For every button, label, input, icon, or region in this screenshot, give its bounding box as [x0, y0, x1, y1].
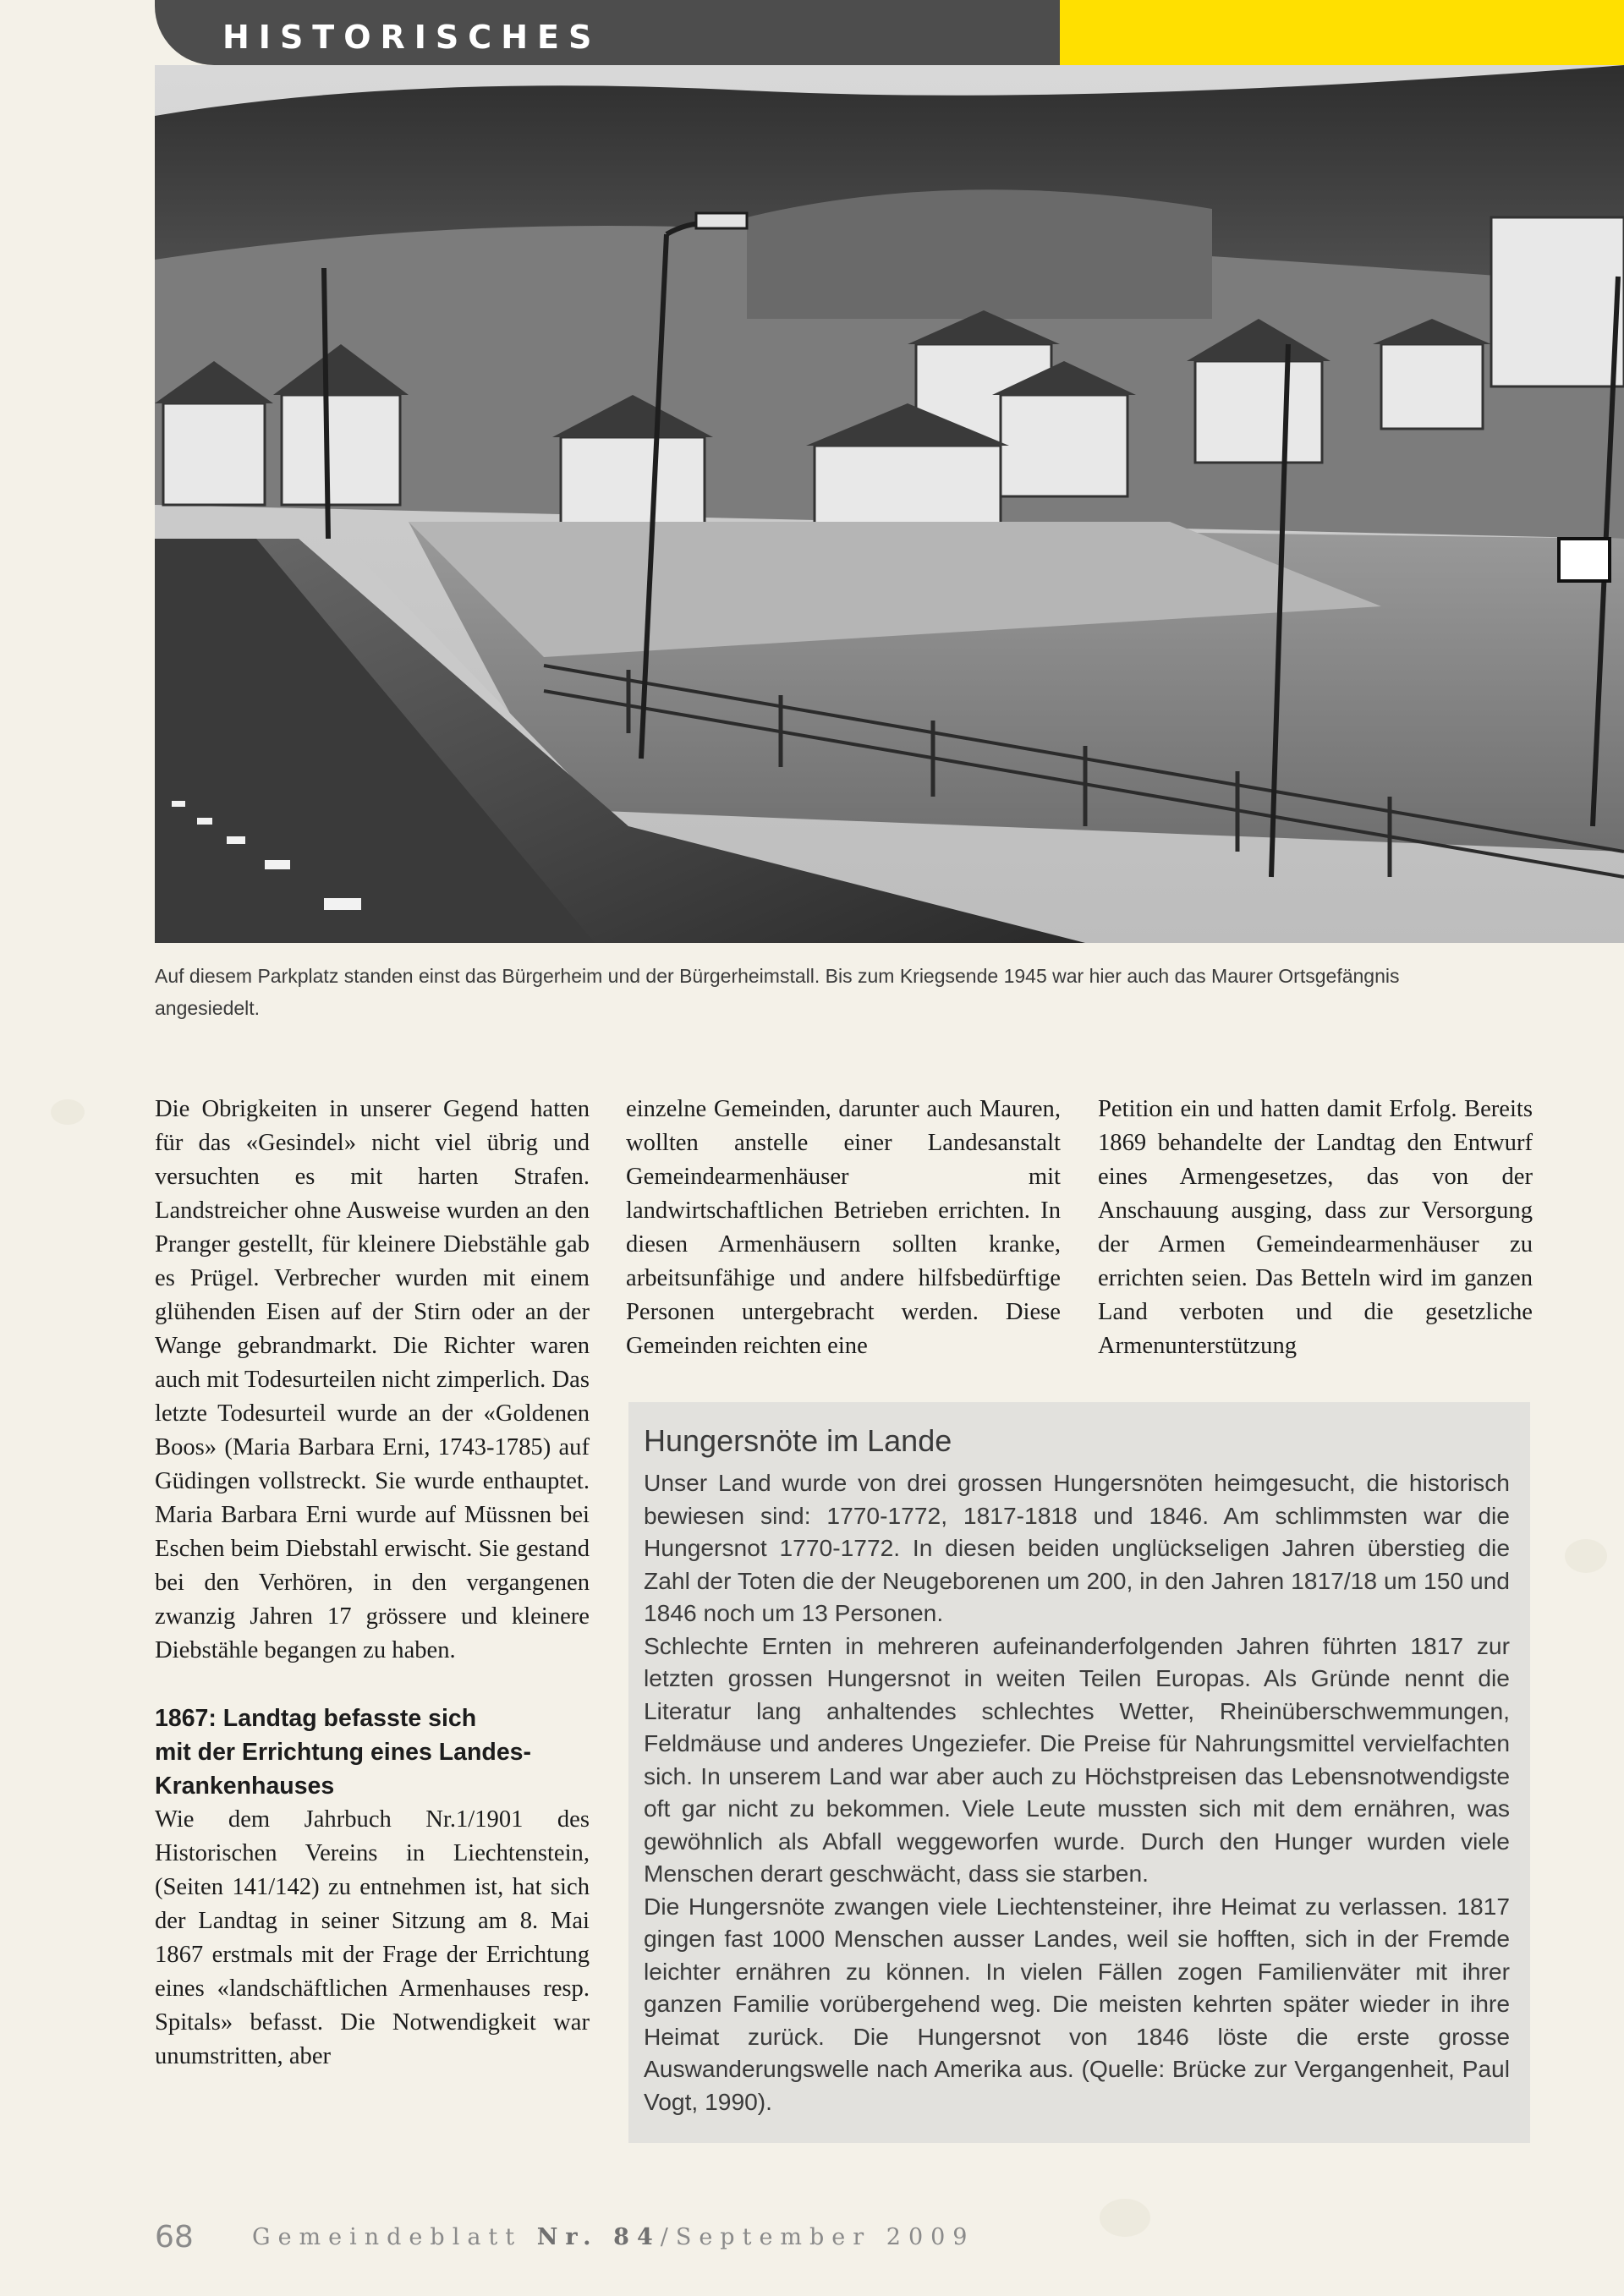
- section-header: [155, 0, 1060, 65]
- article-subheading: [155, 1701, 590, 1803]
- box-paragraph: Unser Land wurde von drei grossen Hungersnöten heimgesucht, die historisch bewiesen sind: 1770-1772, 1817-1818 und 1846. Am schlimmsten war die Hungersnot 1770-1772. In diesen beiden unglückseligen Jahren überstieg die Zahl der Toten die der Neugeborenen um 200, in den Jahren 1817/18 um 150 und 1846 noch um 13 Personen.: [644, 1469, 1510, 1626]
- header-accent-bar: [1060, 0, 1624, 65]
- article-paragraph: Petition ein und hatten damit Erfolg. Bereits 1869 behandelte der Landtag den Entwurf eines Armengesetzes, das von der Anschauung ausging, dass zur Versorgung der Armen Gemeindearmenhäuser zu errichten seien. Das Betteln wird im ganzen Land verboten und die gesetzliche Armenunterstützung: [1098, 1096, 1533, 1359]
- paper-texture: [51, 1099, 85, 1125]
- article-column-3: [1098, 1093, 1533, 1363]
- box-paragraph: Schlechte Ernten in mehreren aufeinanderfolgenden Jahren führten 1817 zur letzten grossen Hungersnot in weiten Teilen Europas. Als Gründe nennt die Literatur lang anhaltendes schlechtes Wetter, Rheinüberschwemmungen, Feldmäuse und anderes Ungeziefer. Die Preise für Nahrungsmittel vervielfachten sich. In unserem Land war aber auch zu Höchstpreisen das Lebensnotwendigste oft gar nicht zu bekommen. Viele Leute mussten sich mit dem ernähren, was gewöhnlich als Abfall weggeworfen wurde. Durch den Hunger wurden viele Menschen derart geschwächt, dass sie starben.: [644, 1631, 1510, 1887]
- sidebar-box: [628, 1402, 1530, 2143]
- issue-date: /September 2009: [660, 2224, 975, 2250]
- subheading-line: mit der Errichtung eines Landes-: [155, 1739, 532, 1766]
- issue-prefix: Nr.: [536, 2224, 599, 2250]
- article-paragraph: Die Obrigkeiten in unserer Gegend hatten für das «Gesindel» nicht viel übrig und versuchten es mit harten Strafen. Landstreicher ohne Ausweise wurden an den Pranger gestellt, für kleinere Diebstähle gab es Prügel. Verbrecher wurden mit einem glühenden Eisen auf der Stirn oder an der Wange gebrandmarkt. Die Richter waren auch mit Todesurteilen nicht zimperlich. Das letzte Todesurteil wurde an der «Goldenen Boos» (Maria Barbara Erni, 1743-1785) auf Güdingen vollstreckt. Sie wurde enthauptet. Maria Barbara Erni wurde auf Müssnen bei Eschen beim Diebstahl erwischt. Sie gestand bei den Verhören, in den vergangenen zwanzig Jahren 17 grössere und kleinere Diebstähle begangen zu haben.: [155, 1096, 590, 1663]
- issue-number: 84: [613, 2224, 661, 2250]
- section-title: HISTORISCHES: [222, 19, 601, 56]
- paper-texture: [1565, 1539, 1607, 1573]
- subheading-line: 1867: Landtag befasste sich: [155, 1705, 477, 1732]
- village-photo: [155, 65, 1624, 943]
- box-paragraph: Die Hungersnöte zwangen viele Liechtensteiner, ihre Heimat zu verlassen. 1817 gingen fast 1000 Menschen ausser Landes, weil sie hofften, sich in der Fremde leichter ernähren zu können. In vielen Fällen zogen Familienväter mit ihrer ganzen Familie vorübergehend weg. Die meisten kehrten später wieder in ihre Heimat zurück. Die Hungersnot von 1846 löste die erste grosse Auswanderungswelle nach Amerika aus. (Quelle: Brücke zur Vergangenheit, Paul Vogt, 1990).: [644, 1892, 1510, 2115]
- article-column-2: [626, 1093, 1061, 1363]
- publication-footer: [252, 2224, 975, 2250]
- box-title: Hungersnöte im Lande: [644, 1423, 952, 1458]
- box-text: [644, 1466, 1510, 2118]
- article-paragraph: einzelne Gemeinden, darunter auch Mauren, wollten anstelle einer Landesanstalt Gemeindearmenhäuser mit landwirtschaftlichen Betrieben errichten. In diesen Armenhäusern sollten kranke, arbeitsunfähige und andere hilfsbedürftige Personen untergebracht werden. Diese Gemeinden reichten eine: [626, 1096, 1061, 1359]
- article-paragraph: Wie dem Jahrbuch Nr.1/1901 des Historischen Vereins in Liechtenstein, (Seiten 141/142) zu entnehmen ist, hat sich der Landtag in seiner Sitzung am 8. Mai 1867 erstmals mit der Frage der Errichtung eines «landschäftlichen Armenhauses resp. Spitals» befasst. Die Notwendigkeit war unumstritten, aber: [155, 1806, 590, 2069]
- page-number: 68: [155, 2220, 194, 2255]
- article-column-1: [155, 1093, 590, 2074]
- paper-texture: [1100, 2199, 1150, 2237]
- publication-name: Gemeindeblatt: [252, 2224, 523, 2250]
- subheading-line: Krankenhauses: [155, 1773, 335, 1800]
- photo-caption: Auf diesem Parkplatz standen einst das Bürgerheim und der Bürgerheimstall. Bis zum Kriegsende 1945 war hier auch das Maurer Ortsgefängnis angesiedelt.: [155, 965, 1400, 1019]
